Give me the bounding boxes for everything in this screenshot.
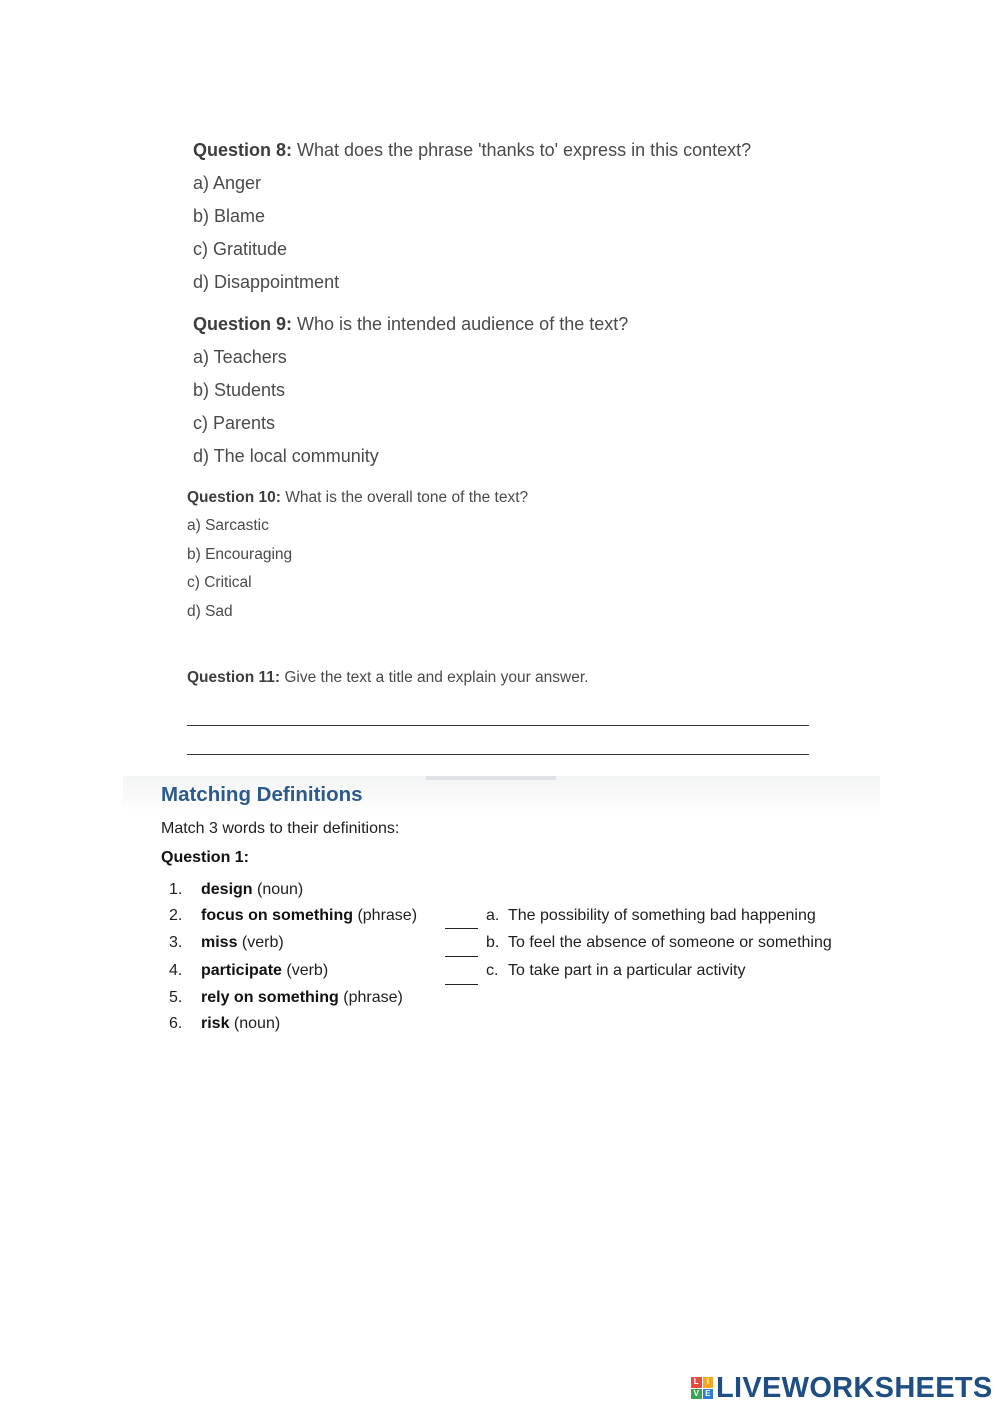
word-6-term: risk (201, 1015, 230, 1032)
logo-mark-e: E (703, 1389, 714, 1400)
question-10-option-a: a) Sarcastic (187, 517, 269, 534)
word-4-pos: (verb) (281, 962, 329, 979)
question-11-number: Question 11: (187, 669, 281, 686)
word-2-pos: (phrase) (353, 907, 418, 924)
question-8-option-d: d) Disappointment (193, 272, 340, 292)
question-8-number: Question 8: (193, 140, 293, 160)
word-item-2 (201, 907, 417, 925)
word-item-1 (201, 881, 303, 899)
word-number-3: 3. (169, 934, 183, 951)
definition-text-c: To take part in a particular activity (508, 962, 746, 979)
word-5-pos: (phrase) (338, 989, 403, 1006)
answer-blank-b[interactable] (445, 956, 478, 957)
question-9-option-c: c) Parents (193, 413, 276, 433)
question-9-prompt (193, 314, 628, 335)
matching-question-label (161, 849, 249, 867)
word-3-term: miss (201, 934, 238, 951)
word-item-6 (201, 1015, 280, 1033)
word-number-1: 1. (169, 881, 183, 898)
question-9-option-b: b) Students (193, 380, 286, 400)
word-number-4: 4. (169, 962, 183, 979)
question-9-option-d: d) The local community (193, 446, 379, 466)
header-tab-strip (426, 776, 556, 780)
definition-letter-c: c. (486, 962, 499, 979)
question-11-prompt (187, 669, 588, 687)
word-number-6: 6. (169, 1015, 183, 1032)
logo-mark-icon (691, 1377, 713, 1399)
word-item-4 (201, 962, 328, 980)
word-3-pos: (verb) (237, 934, 284, 951)
matching-instruction: Match 3 words to their definitions: (161, 820, 400, 837)
word-4-term: participate (201, 962, 282, 979)
question-10-number: Question 10: (187, 489, 281, 506)
word-1-pos: (noun) (252, 881, 304, 898)
question-8-option-a: a) Anger (193, 173, 262, 193)
word-item-3 (201, 934, 284, 952)
word-2-term: focus on something (201, 907, 353, 924)
logo-wordmark: LIVEWORKSHEETS (716, 1371, 993, 1404)
question-8-text: What does the phrase 'thanks to' express in this context? (292, 140, 752, 160)
definition-letter-a: a. (486, 907, 500, 924)
question-10-text: What is the overall tone of the text? (280, 489, 529, 506)
question-10-option-d: d) Sad (187, 603, 233, 620)
matching-question-label-text: Question 1: (161, 849, 250, 866)
word-item-5 (201, 989, 403, 1007)
question-9-number: Question 9: (193, 314, 293, 334)
definition-text-a: The possibility of something bad happening (508, 907, 816, 924)
matching-title: Matching Definitions (161, 783, 363, 806)
definition-letter-b: b. (486, 934, 500, 951)
liveworksheets-logo (691, 1371, 993, 1405)
word-6-pos: (noun) (229, 1015, 281, 1032)
word-number-5: 5. (169, 989, 183, 1006)
logo-mark-i: I (703, 1377, 714, 1388)
answer-line-2[interactable] (187, 754, 809, 755)
definition-text-b: To feel the absence of someone or something (508, 934, 832, 951)
answer-blank-a[interactable] (445, 928, 478, 929)
word-5-term: rely on something (201, 989, 339, 1006)
question-10-prompt (187, 489, 528, 507)
question-9-option-a: a) Teachers (193, 347, 287, 367)
question-8-option-c: c) Gratitude (193, 239, 288, 259)
word-1-term: design (201, 881, 253, 898)
question-8-option-b: b) Blame (193, 206, 266, 226)
question-10-option-b: b) Encouraging (187, 546, 293, 563)
word-number-2: 2. (169, 907, 183, 924)
logo-mark-l: L (691, 1377, 702, 1388)
answer-blank-c[interactable] (445, 984, 478, 985)
question-9-text: Who is the intended audience of the text? (292, 314, 629, 334)
question-11-text: Give the text a title and explain your answer. (280, 669, 589, 686)
question-8-prompt (193, 140, 751, 161)
answer-line-1[interactable] (187, 725, 809, 726)
logo-mark-v: V (691, 1389, 702, 1400)
question-10-option-c: c) Critical (187, 574, 252, 591)
